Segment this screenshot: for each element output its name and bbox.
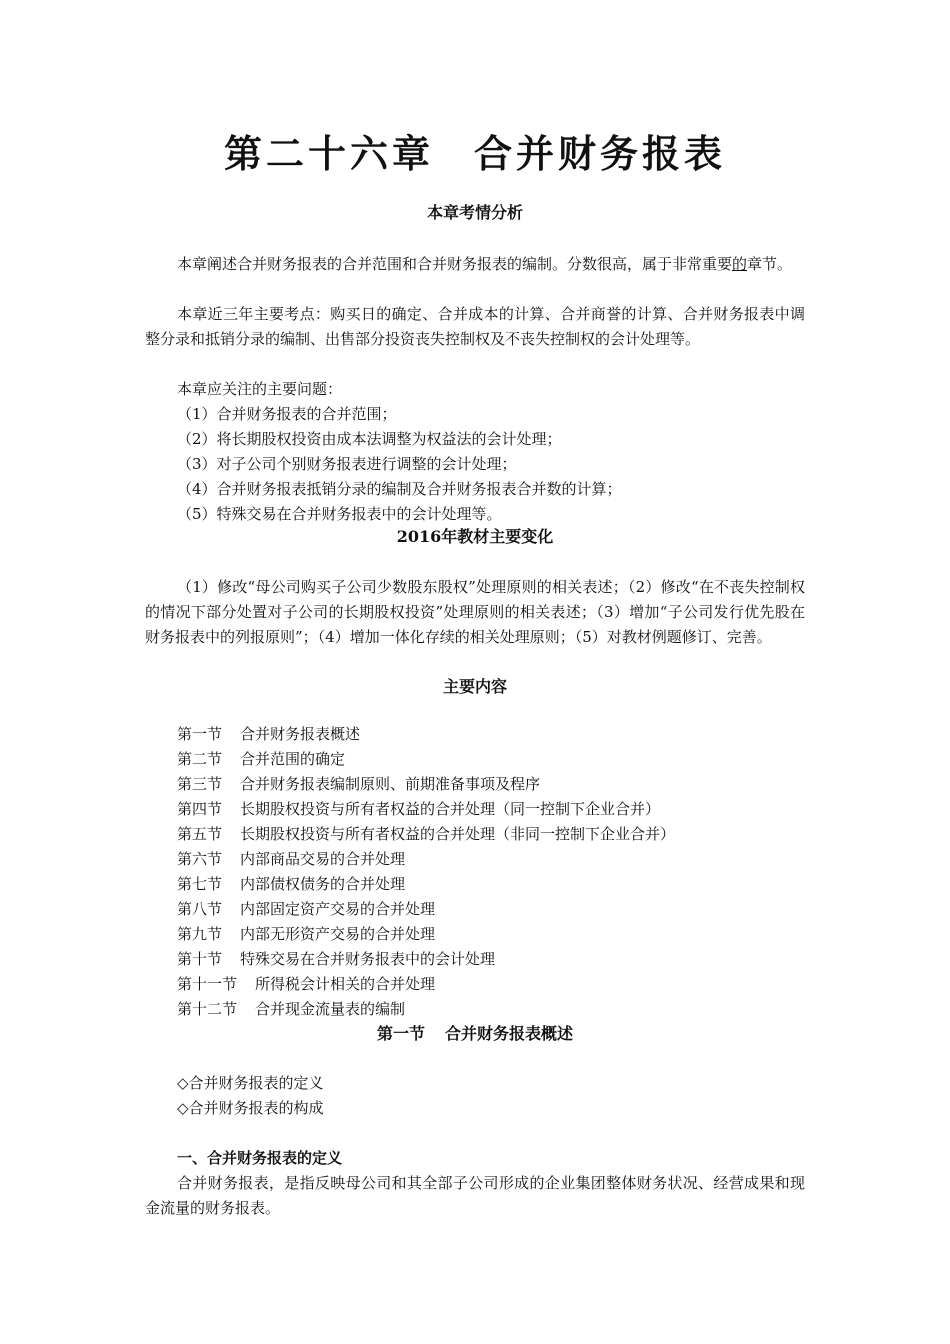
toc-item: 第三节 合并财务报表编制原则、前期准备事项及程序 <box>177 775 541 793</box>
intro-paragraph-2: 本章近三年主要考点：购买日的确定、合并成本的计算、合并商誉的计算、合并财务报表中调整分录和抵销分录的编制、出售部分投资丧失控制权及不丧失控制权的会计处理等。 <box>145 305 805 348</box>
toc-item: 第二节 合并范围的确定 <box>177 750 346 768</box>
definition-subheading: 一、合并财务报表的定义 <box>177 1149 343 1167</box>
chapter-number: 第二十六章 <box>223 131 434 176</box>
section1-heading: 第一节 合并财务报表概述 <box>376 1024 574 1043</box>
focus-item: （3）对子公司个别财务报表进行调整的会计处理； <box>177 455 517 473</box>
changes-paragraph: （1）修改“母公司购买子公司少数股东股权”处理原则的相关表述；（2）修改“在不丧失控制权的情况下部分处置对子公司的长期股权投资”处理原则的相关表述；（3）增加“子公司发行优先股在财务报表中的列报原则”；（4）增加一体化存续的相关处理原则；（5）对教材例题修订、完善。 <box>145 578 805 646</box>
focus-item: （4）合并财务报表抵销分录的编制及合并财务报表合并数的计算； <box>177 480 622 498</box>
toc-item: 第十节 特殊交易在合并财务报表中的会计处理 <box>177 950 496 968</box>
toc-item: 第十二节 合并现金流量表的编制 <box>177 1000 406 1018</box>
toc-item: 第七节 内部债权债务的合并处理 <box>177 875 406 893</box>
toc-item: 第五节 长期股权投资与所有者权益的合并处理（非同一控制下企业合并） <box>177 825 676 843</box>
chapter-title <box>0 128 950 180</box>
toc-item: 第六节 内部商品交易的合并处理 <box>177 850 406 868</box>
toc-item: 第十一节 所得税会计相关的合并处理 <box>177 975 436 993</box>
chapter-name: 合并财务报表 <box>474 131 727 176</box>
focus-item: （1）合并财务报表的合并范围； <box>177 405 397 423</box>
focus-item: （2）将长期股权投资由成本法调整为权益法的会计处理； <box>177 430 562 448</box>
exam-analysis-heading: 本章考情分析 <box>426 203 523 222</box>
definition-paragraph: 合并财务报表，是指反映母公司和其全部子公司形成的企业集团整体财务状况、经营成果和现金流量的财务报表。 <box>145 1174 805 1217</box>
toc-item: 第四节 长期股权投资与所有者权益的合并处理（同一控制下企业合并） <box>177 800 661 818</box>
contents-heading: 主要内容 <box>442 677 507 696</box>
section1-bullet: ◇合并财务报表的定义 <box>177 1074 324 1092</box>
section1-bullet: ◇合并财务报表的构成 <box>177 1099 324 1117</box>
changes-heading: 2016年教材主要变化 <box>396 527 554 546</box>
toc-item: 第八节 内部固定资产交易的合并处理 <box>177 900 436 918</box>
focus-item: （5）特殊交易在合并财务报表中的会计处理等。 <box>177 505 502 523</box>
toc-item: 第九节 内部无形资产交易的合并处理 <box>177 925 436 943</box>
toc-item: 第一节 合并财务报表概述 <box>177 725 361 743</box>
focus-label: 本章应关注的主要问题： <box>177 380 343 398</box>
intro-paragraph-1: 本章阐述合并财务报表的合并范围和合并财务报表的编制。分数很高，属于非常重要的章节。 <box>177 255 793 273</box>
